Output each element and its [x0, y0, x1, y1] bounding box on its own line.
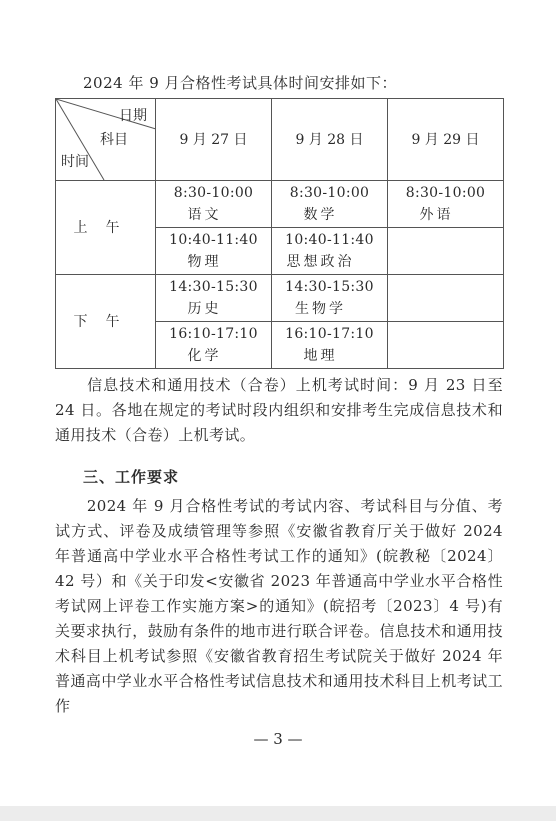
period-morning: 上午 — [56, 181, 156, 275]
schedule-cell-empty — [388, 322, 504, 369]
page-bottom-margin — [0, 806, 556, 821]
cell-subject: 语文 — [187, 207, 222, 223]
cell-subject: 化学 — [187, 348, 222, 364]
cell-time: 14:30-15:30 — [285, 279, 374, 295]
schedule-cell-empty — [388, 228, 504, 275]
schedule-cell — [388, 181, 504, 228]
computer-exam-paragraph: 信息技术和通用技术（合卷）上机考试时间：9 月 23 日至 24 日。各地在规定的考试时段内组织和安排考生完成信息技术和通用技术（合卷）上机考试。 — [55, 376, 503, 444]
cell-time: 14:30-15:30 — [169, 279, 258, 295]
cell-time: 10:40-11:40 — [285, 232, 374, 248]
schedule-cell — [156, 181, 272, 228]
cell-subject: 物理 — [187, 254, 222, 270]
header-subject-label: 科目 — [100, 132, 128, 148]
header-time-label: 时间 — [61, 154, 89, 170]
schedule-cell — [272, 181, 388, 228]
cell-time: 8:30-10:00 — [405, 185, 486, 201]
page-number: — 3 — — [253, 730, 303, 748]
header-date-label: 日期 — [119, 108, 147, 124]
cell-time: 16:10-17:10 — [169, 326, 258, 342]
schedule-cell — [272, 228, 388, 275]
day-header-3: 9 月 29 日 — [388, 99, 504, 181]
cell-time: 8:30-10:00 — [289, 185, 370, 201]
schedule-cell — [156, 322, 272, 369]
schedule-cell — [156, 228, 272, 275]
section-heading: 三、工作要求 — [83, 468, 180, 486]
cell-subject: 生物学 — [295, 301, 346, 317]
schedule-cell — [156, 275, 272, 322]
cell-time: 10:40-11:40 — [169, 232, 258, 248]
cell-subject: 数学 — [303, 207, 338, 223]
cell-subject: 历史 — [187, 301, 222, 317]
schedule-cell — [272, 275, 388, 322]
cell-subject: 思想政治 — [286, 254, 355, 270]
cell-subject: 外语 — [419, 207, 454, 223]
exam-schedule-table — [55, 98, 504, 369]
cell-time: 8:30-10:00 — [173, 185, 254, 201]
period-afternoon: 下午 — [56, 275, 156, 369]
day-header-1: 9 月 27 日 — [156, 99, 272, 181]
schedule-cell-empty — [388, 275, 504, 322]
diagonal-header-cell — [56, 99, 156, 181]
schedule-cell — [272, 322, 388, 369]
schedule-intro: 2024 年 9 月合格性考试具体时间安排如下： — [83, 74, 398, 92]
day-header-2: 9 月 28 日 — [272, 99, 388, 181]
cell-time: 16:10-17:10 — [285, 326, 374, 342]
work-requirements-paragraph: 2024 年 9 月合格性考试的考试内容、考试科目与分值、考试方式、评卷及成绩管理等参照《安徽省教育厅关于做好 2024 年普通高中学业水平合格性考试工作的通知》(皖教秘〔2024〕42 号）和《关于印发<安徽省 2023 年普通高中学业水平合格性考试网上评卷工作实施方案>的通知》(皖招考〔2023〕4 号)有关要求执行，鼓励有条件的地市进行联合评卷。信息技术和通用技术科目上机考试参照《安徽省教育招生考试院关于做好 2024 年普通高中学业水平合格性考试信息技术和通用技术科目上机考试工作 — [55, 497, 503, 715]
cell-subject: 地理 — [303, 348, 338, 364]
